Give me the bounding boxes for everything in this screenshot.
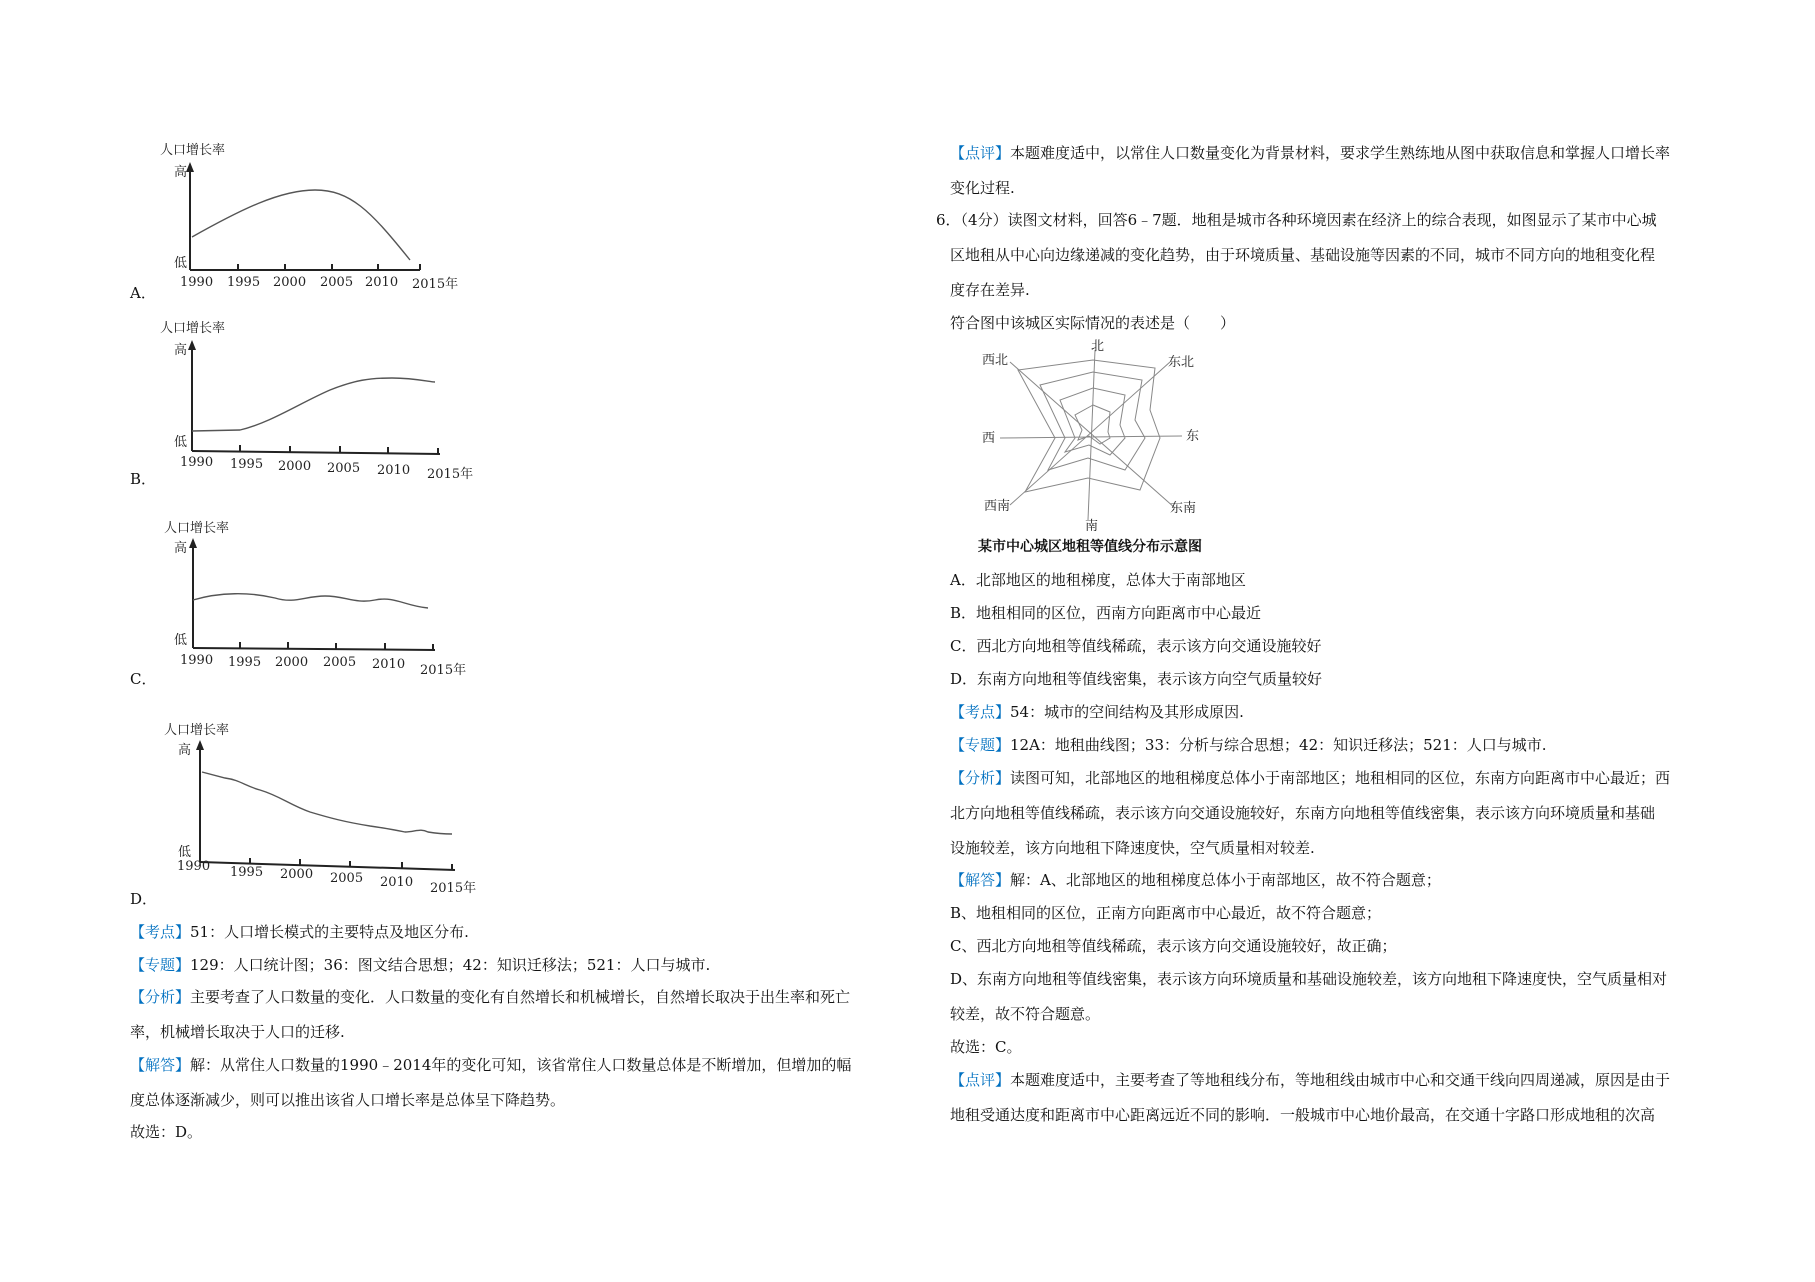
rent-contour-caption: 某市中心城区地租等值线分布示意图 [978,539,1202,555]
jieda-text-1: 解：从常住人口数量的1990﹣2014年的变化可知，该省常住人口数量总体是不断增加，但增加的幅 [190,1056,852,1074]
chart-b-svg [130,318,530,488]
chart-c-svg [130,520,530,690]
right-dianping2-2: 地租受通达度和距离市中心距离远近不同的影响．一般城市中心地价最高，在交通十字路口形成地租的次高 [950,1106,1656,1124]
left-kaodian [130,922,469,942]
right-jieda-5: 较差，故不符合题意。 [950,1005,1101,1023]
left-jieda [130,1055,851,1075]
option-d: D．东南方向地租等值线密集，表示该方向空气质量较好 [950,670,1323,688]
right-answer: 故选：C。 [950,1038,1022,1056]
chart-a-year-2005: 2005 [320,275,354,290]
left-answer: 故选：D。 [130,1123,203,1141]
question-6-prompt: 符合图中该城区实际情况的表述是（ ） [950,314,1236,332]
chart-d-curve [202,772,452,834]
chart-c-year-2000: 2000 [275,655,309,670]
dir-w: 西 [982,431,996,446]
chart-a-ylabel: 人口增长率 [160,143,226,158]
chart-d-label: D． [130,890,158,908]
dianping2-text-1: 本题难度适中，主要考查了等地租线分布，等地租线由城市中心和交通干线向四周递减，原因是由于 [1010,1071,1671,1089]
rent-contours [1018,360,1160,492]
dir-ne: 东北 [1168,355,1195,370]
right-kaodian [950,702,1244,722]
chart-b-high: 高 [174,343,188,358]
direction-axes [1000,350,1182,520]
zhuanti-text: 129：人口统计图；36：图文结合思想；42：知识迁移法；521：人口与城市. [190,956,711,974]
right-zhuanti [950,735,1547,755]
dir-s: 南 [1085,519,1099,534]
chart-b-label: B． [130,470,157,488]
chart-d-ylabel: 人口增长率 [164,723,230,738]
chart-b-year-1990: 1990 [180,455,214,470]
zhuanti-tag: 【专题】 [130,956,191,974]
chart-b-year-2015: 2015年 [427,467,474,482]
chart-b-year-2005: 2005 [327,461,361,476]
right-jieda-2: B、地租相同的区位，正南方向距离市中心最近，故不符合题意； [950,904,1382,922]
chart-b-year-2000: 2000 [278,459,312,474]
right-fenxi [950,768,1670,788]
fenxi-text-1: 主要考查了人口数量的变化．人口数量的变化有自然增长和机械增长，自然增长取决于出生率和死亡 [190,988,851,1006]
chart-c-ylabel: 人口增长率 [164,521,230,536]
chart-b-xaxis [192,451,440,454]
chart-a-label: A． [130,284,156,302]
chart-c-year-2010: 2010 [372,657,406,672]
chart-c-year-2015: 2015年 [420,663,467,678]
dir-nw: 西北 [982,353,1009,368]
right-jieda-4: D、东南方向地租等值线密集，表示该方向环境质量和基础设施较差，该方向地租下降速度快，空气质量相对 [950,970,1668,988]
right-fenxi-3: 设施较差，该方向地租下降速度快，空气质量相对较差. [950,839,1315,857]
chart-a-arrow [186,162,194,172]
right-dianping2 [950,1070,1670,1090]
left-jieda-2: 度总体逐渐减少，则可以推出该省人口增长率是总体呈下降趋势。 [130,1091,566,1109]
chart-b-curve [192,378,435,431]
question-6-line-2: 区地租从中心向边缘递减的变化趋势，由于环境质量、基础设施等因素的不同，城市不同方向的地租变化程 [950,246,1656,264]
right-fenxi-2: 北方向地租等值线稀疏，表示该方向交通设施较好，东南方向地租等值线密集，表示该方向环境质量和基础 [950,804,1656,822]
chart-a-high: 高 [174,165,188,180]
dianping1-text-1: 本题难度适中，以常住人口数量变化为背景材料，要求学生熟练地从图中获取信息和掌握人口增长率 [1010,144,1671,162]
chart-c-high: 高 [174,541,188,556]
left-fenxi-2: 率，机械增长取决于人口的迁移. [130,1023,345,1041]
option-c: C．西北方向地租等值线稀疏，表示该方向交通设施较好 [950,637,1322,655]
chart-d-year-2000: 2000 [280,867,314,882]
chart-c-year-1990: 1990 [180,653,214,668]
question-6-line-1: 6．（4分）读图文材料，回答6﹣7题．地租是城市各种环境因素在经济上的综合表现，如图显示了某市中心城 [936,211,1657,229]
chart-d-low: 低 [178,845,192,860]
dir-e: 东 [1186,429,1200,444]
kaodian-tag: 【考点】 [130,923,191,941]
right-jieda-3: C、西北方向地租等值线稀疏，表示该方向交通设施较好，故正确； [950,937,1397,955]
chart-c-arrow [189,538,197,548]
chart-d-year-2005: 2005 [330,871,364,886]
right-jieda [950,870,1441,890]
chart-a-svg [130,140,530,300]
chart-a [130,140,530,300]
chart-d-svg [130,720,530,910]
dir-n: 北 [1091,339,1105,354]
chart-a-year-2000: 2000 [273,275,307,290]
option-a: A．北部地区的地租梯度，总体大于南部地区 [950,571,1246,589]
chart-d-year-1995: 1995 [230,865,264,880]
chart-a-year-2010: 2010 [365,275,399,290]
chart-d [130,720,530,910]
fenxi-tag: 【分析】 [130,988,191,1006]
chart-b [130,318,530,488]
chart-b-arrow [188,340,196,350]
chart-b-low: 低 [174,435,188,450]
dir-se: 东南 [1170,501,1197,516]
chart-b-ylabel: 人口增长率 [160,321,226,336]
dianping1-tag: 【点评】 [950,144,1011,162]
chart-a-year-1990: 1990 [180,275,214,290]
r-zhuanti-text: 12A：地租曲线图；33：分析与综合思想；42：知识迁移法；521：人口与城市. [1010,736,1547,754]
r-kaodian-text: 54：城市的空间结构及其形成原因. [1010,703,1244,721]
r-fenxi-text-1: 读图可知，北部地区的地租梯度总体小于南部地区；地租相同的区位，东南方向距离市中心最近；西 [1010,769,1671,787]
chart-d-year-2010: 2010 [380,875,414,890]
chart-a-low: 低 [174,256,188,271]
r-zhuanti-tag: 【专题】 [950,736,1011,754]
r-jieda-text-1: 解：A、北部地区的地租梯度总体小于南部地区，故不符合题意； [1010,871,1441,889]
rent-contour-svg [960,340,1220,560]
left-fenxi [130,987,850,1007]
chart-a-year-1995: 1995 [227,275,261,290]
chart-d-high: 高 [178,743,192,758]
chart-c-year-1995: 1995 [228,655,262,670]
chart-c-curve [193,594,428,608]
chart-d-year-2015: 2015年 [430,881,477,896]
dianping2-tag: 【点评】 [950,1071,1011,1089]
dir-sw: 西南 [984,499,1011,514]
chart-c-xaxis [193,648,435,650]
chart-b-year-1995: 1995 [230,457,264,472]
question-6-line-3: 度存在差异. [950,281,1030,299]
right-dianping1-2: 变化过程. [950,179,1015,197]
chart-c-label: C． [130,670,157,688]
right-dianping1 [950,143,1670,163]
jieda-tag: 【解答】 [130,1056,191,1074]
r-jieda-tag: 【解答】 [950,871,1011,889]
r-fenxi-tag: 【分析】 [950,769,1011,787]
option-b: B．地租相同的区位，西南方向距离市中心最近 [950,604,1262,622]
chart-c-low: 低 [174,633,188,648]
kaodian-text: 51：人口增长模式的主要特点及地区分布. [190,923,469,941]
r-kaodian-tag: 【考点】 [950,703,1011,721]
left-zhuanti [130,955,710,975]
chart-d-arrow [196,740,204,750]
chart-c-year-2005: 2005 [323,655,357,670]
chart-a-curve [192,190,410,260]
rent-contour-figure [960,340,1220,560]
chart-c [130,520,530,690]
chart-b-year-2010: 2010 [377,463,411,478]
chart-a-year-2015: 2015年 [412,277,459,292]
chart-d-year-1990: 1990 [177,859,211,874]
